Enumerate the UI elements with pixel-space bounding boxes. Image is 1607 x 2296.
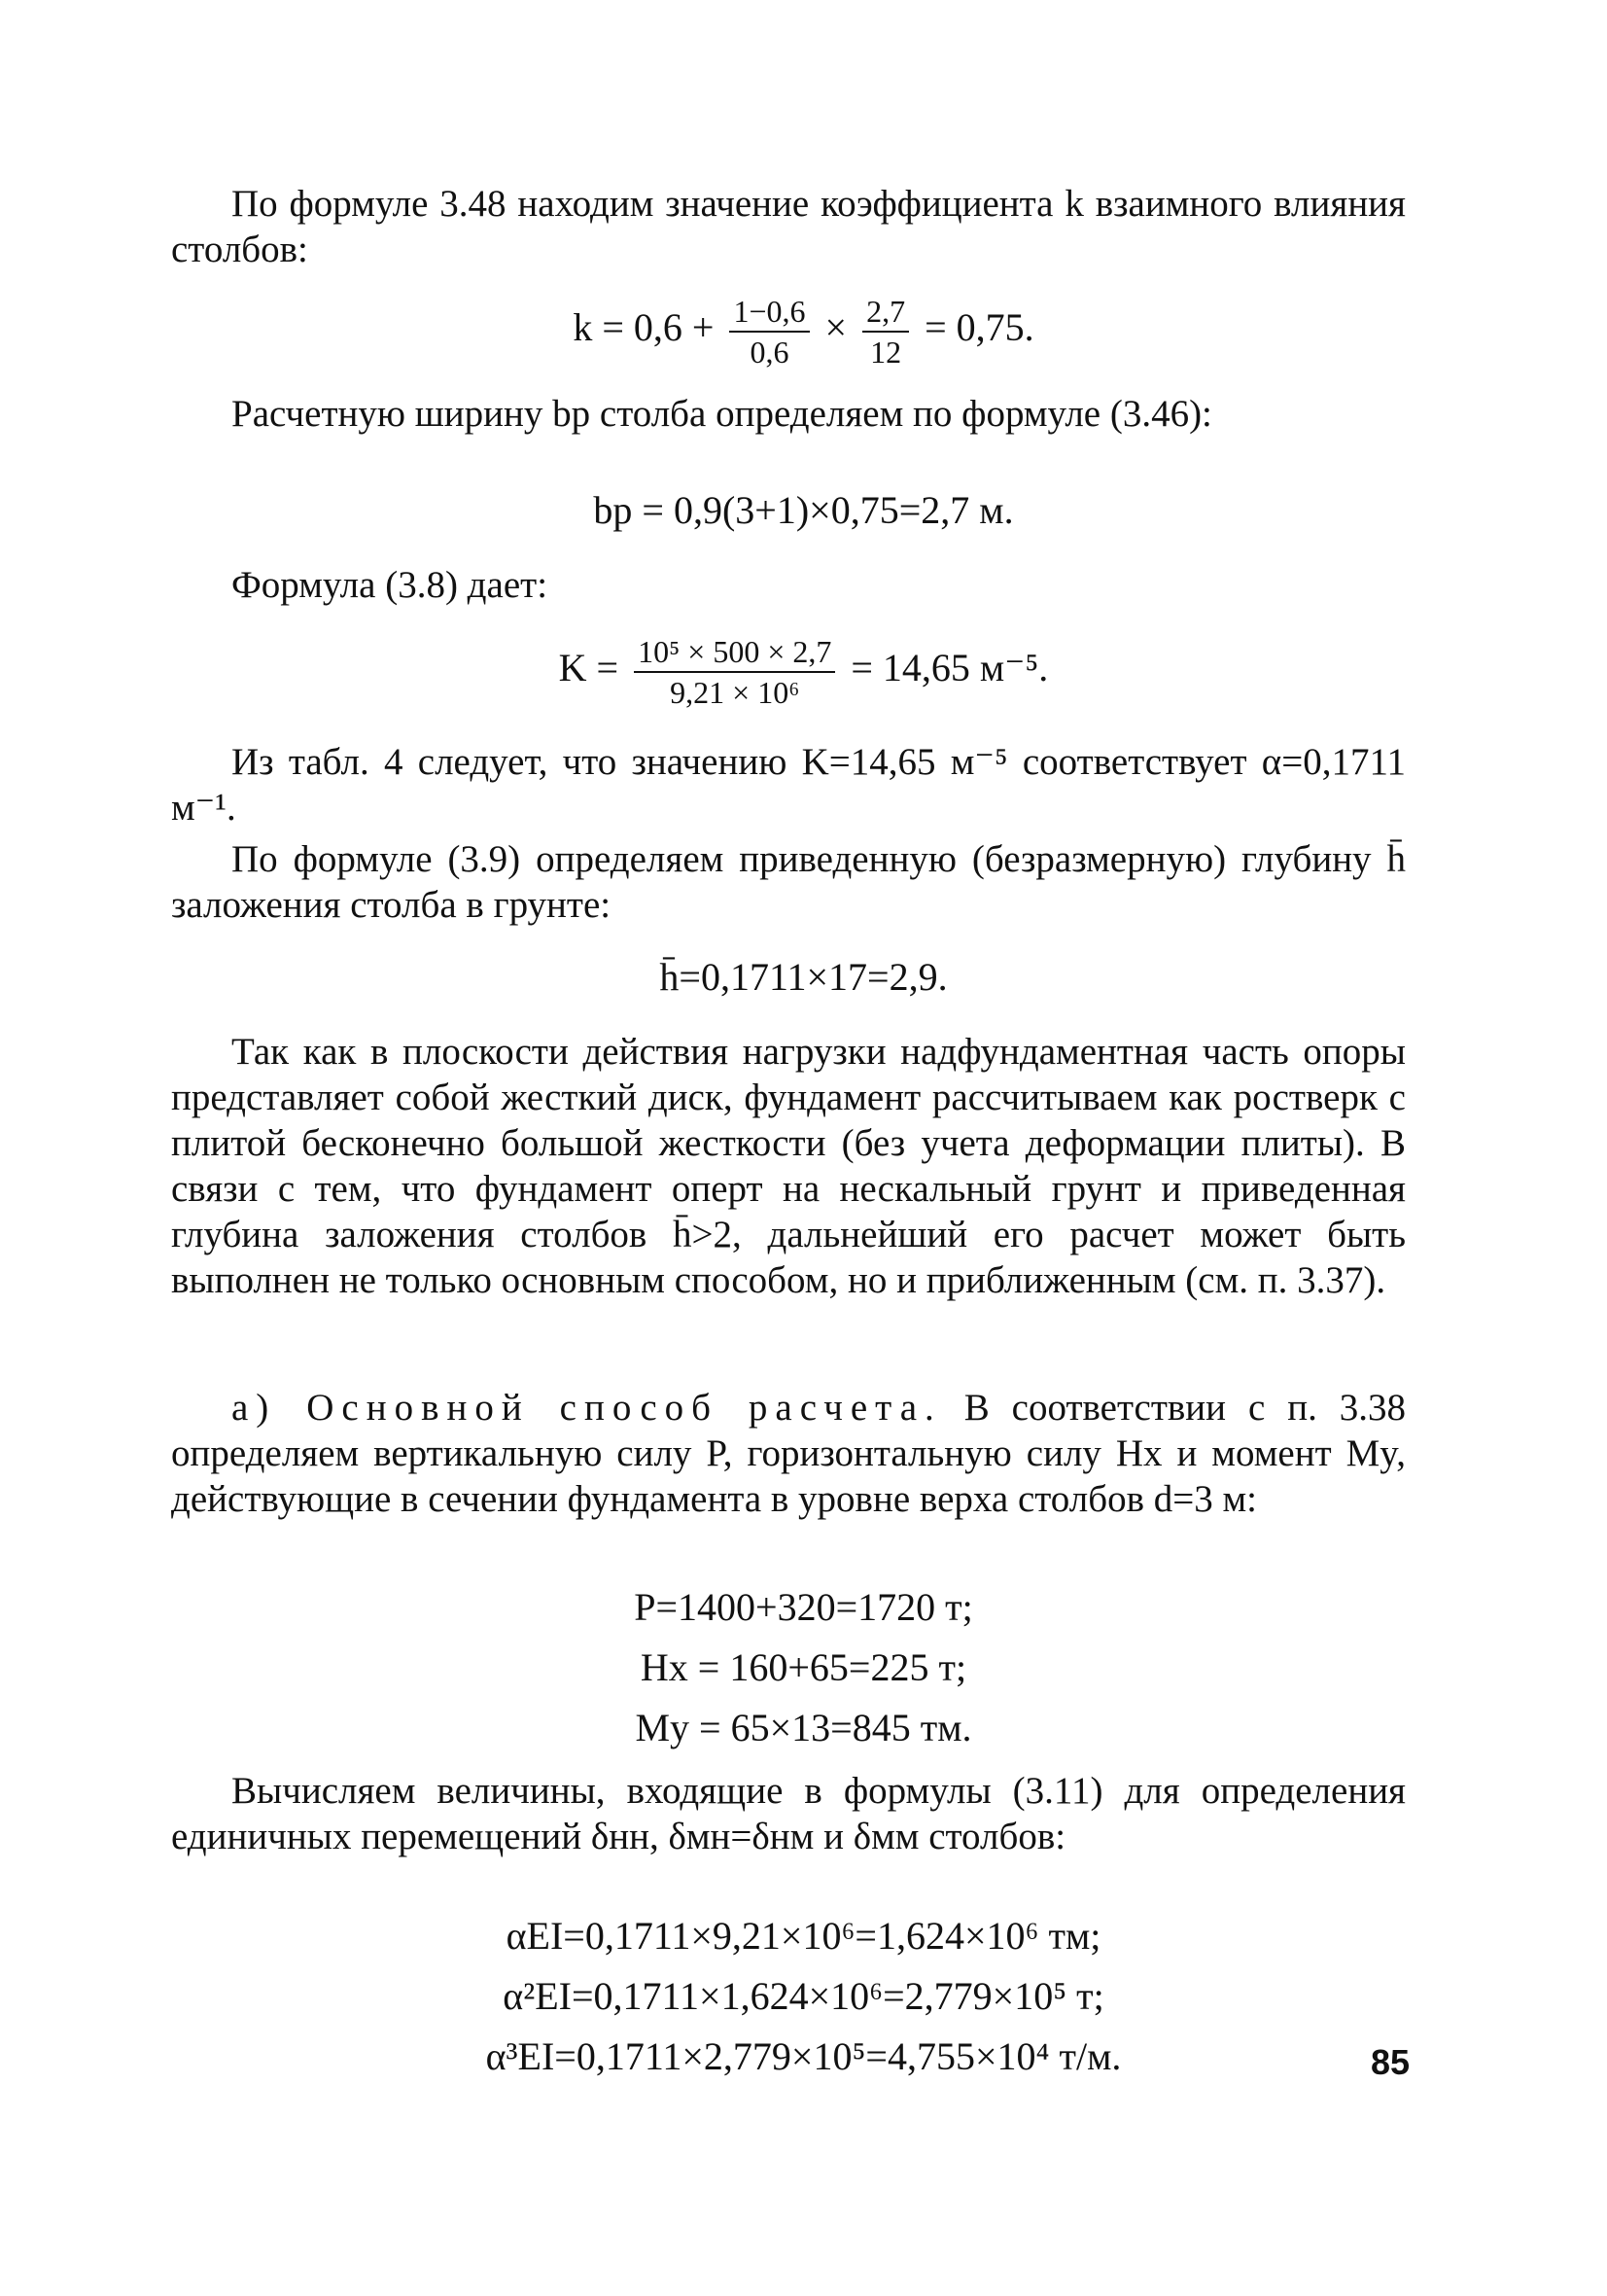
- equation-k-rhs: = 0,75.: [925, 305, 1034, 350]
- equation-line: αEI=0,1711×9,21×10⁶=1,624×10⁶ тм;: [506, 1914, 1101, 1958]
- equation-K-lhs: K =: [558, 646, 619, 690]
- multiply-sign: ×: [824, 305, 848, 350]
- section-heading-main-method: а) Основной способ расчета.: [231, 1387, 942, 1429]
- paragraph-main-method-text: В соответствии с п. 3.38 определяем вертикальную силу P, горизонтальную силу Hx и момент My, действующие в сечении фундамента в уровне верха столбов d=3 м:: [171, 1387, 1407, 1520]
- paragraph-reduced-depth: По формуле (3.9) определяем приведенную (безразмерную) глубину h̄ заложения столба в грунте:: [171, 838, 1406, 926]
- paragraph-coefficient-k: По формуле 3.48 находим значение коэффициента k взаимного влияния столбов:: [171, 183, 1406, 270]
- equation-k-lhs: k = 0,6 +: [573, 305, 715, 350]
- equation-line: α²EI=0,1711×1,624×10⁶=2,779×10⁵ т;: [503, 1974, 1104, 2018]
- paragraph-design-width: Расчетную ширину bр столба определяем по формуле (3.46):: [231, 393, 1212, 435]
- fraction-numerator: 1−0,6: [729, 292, 809, 333]
- page-number: 85: [1371, 2042, 1411, 2082]
- equation-K: [0, 632, 1607, 712]
- equation-bp: bр = 0,9(3+1)×0,75=2,7 м.: [593, 488, 1014, 532]
- equation-line: Hx = 160+65=225 т;: [640, 1645, 967, 1689]
- fraction-denominator: 0,6: [750, 335, 789, 370]
- equation-line: α³EI=0,1711×2,779×10⁵=4,755×10⁴ т/м.: [485, 2034, 1122, 2078]
- fraction-numerator: 2,7: [862, 292, 909, 333]
- equation-h-bar: h̄=0,1711×17=2,9.: [659, 955, 948, 999]
- equation-k: [0, 292, 1607, 371]
- fraction-denominator: 9,21 × 10⁶: [670, 675, 800, 710]
- equation-line: My = 65×13=845 тм.: [635, 1706, 972, 1749]
- fraction-numerator: 10⁵ × 500 × 2,7: [634, 632, 835, 673]
- equation-k-fraction-2: [862, 292, 909, 371]
- paragraph-table-4: Из табл. 4 следует, что значению K=14,65 м⁻⁵ соответствует α=0,1711 м⁻¹.: [171, 741, 1406, 829]
- equation-line: P=1400+320=1720 т;: [634, 1585, 973, 1629]
- equation-group-forces: [0, 1577, 1607, 1758]
- paragraph-main-method: [171, 1385, 1406, 1522]
- paragraph-formula-3-8: Формула (3.8) дает:: [231, 564, 548, 606]
- fraction-denominator: 12: [870, 335, 902, 370]
- equation-K-rhs: = 14,65 м⁻⁵.: [851, 646, 1049, 690]
- equation-K-fraction: [634, 632, 835, 712]
- equation-group-stiffness: [0, 1906, 1607, 2087]
- equation-k-fraction-1: [729, 292, 809, 371]
- paragraph-unit-displacements: Вычисляем величины, входящие в формулы (3.11) для определения единичных перемещений δнн, δмн=δнм и δмм столбов:: [171, 1770, 1406, 1857]
- paragraph-foundation-calculation: Так как в плоскости действия нагрузки надфундаментная часть опоры представляет собой жесткий диск, фундамент рассчитываем как ростверк с плитой бесконечно большой жесткости (без учета деформации плиты). В связи с тем, что фундамент оперт на нескальный грунт и приведенная глубина заложения столбов h̄>2, дальнейший его расчет может быть выполнен не только основным способом, но и приближенным (см. п. 3.37).: [171, 1031, 1406, 1301]
